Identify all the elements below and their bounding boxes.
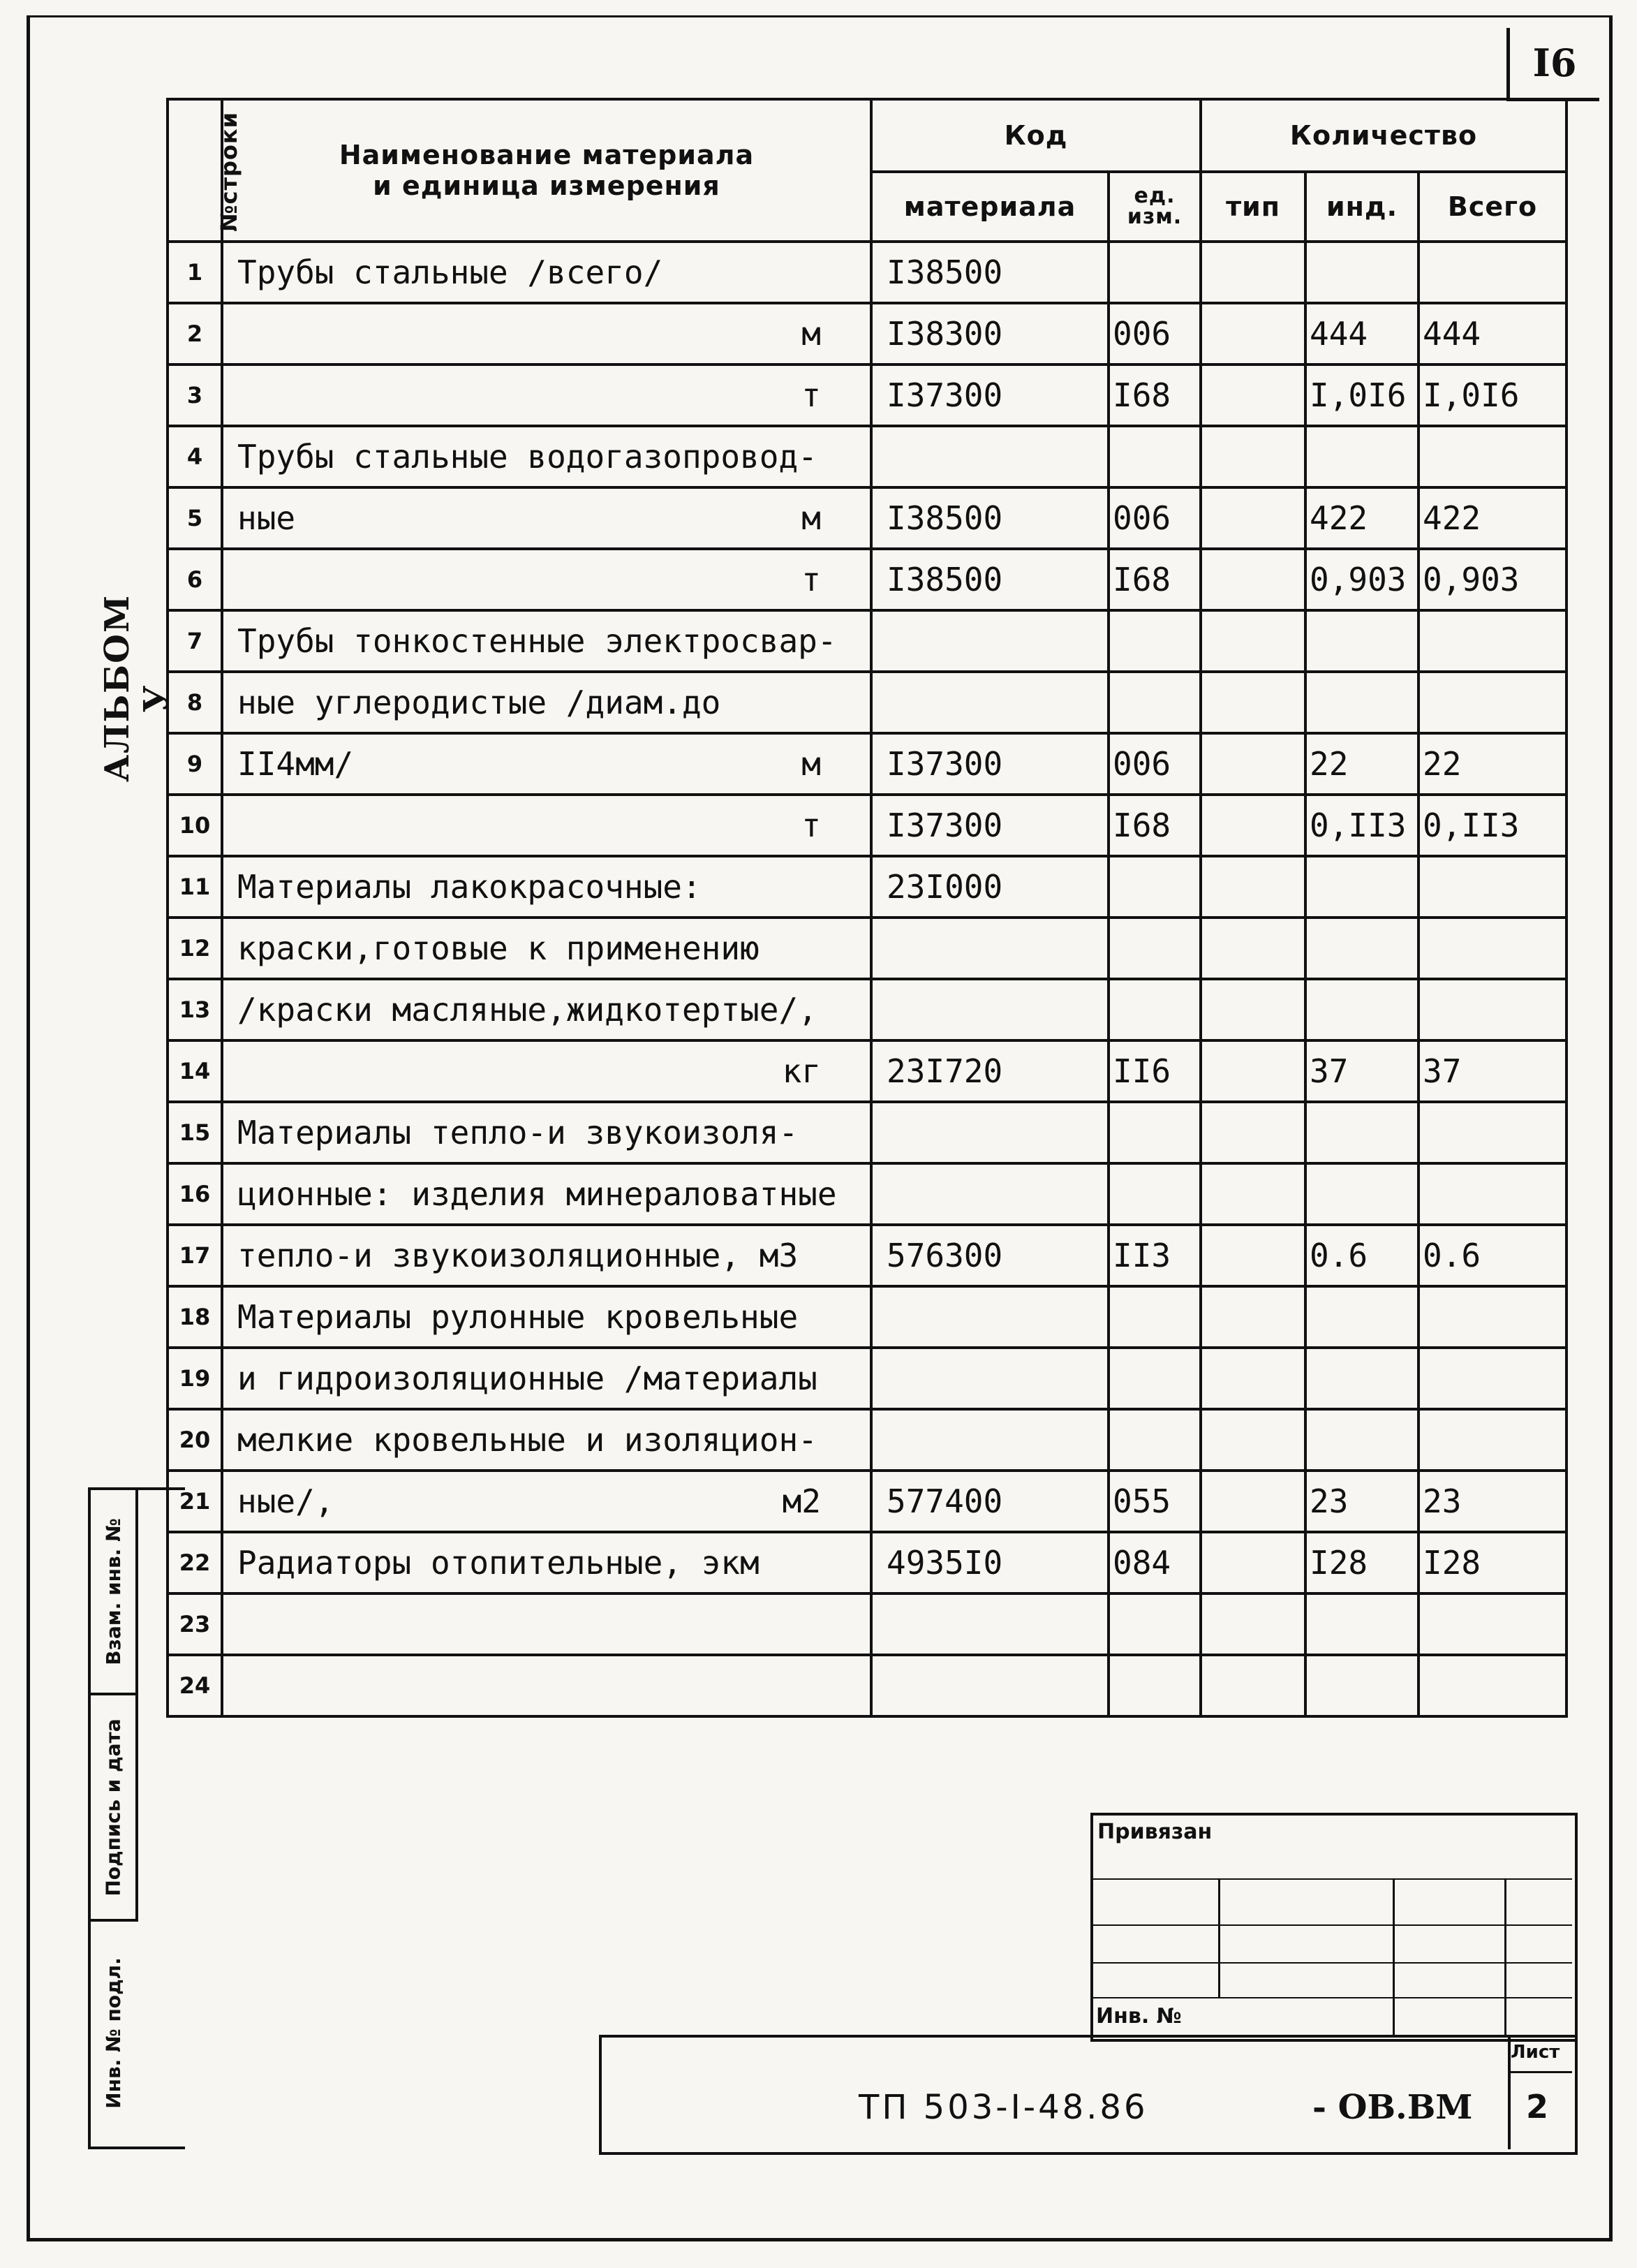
material-name-cell xyxy=(222,733,871,795)
ind-qty xyxy=(1305,1593,1419,1655)
unit-code xyxy=(1109,1655,1201,1716)
row-number: 7 xyxy=(168,610,222,672)
material-name: мелкие кровельные и изоляцион- xyxy=(237,1421,817,1459)
type-qty xyxy=(1201,610,1305,672)
material-name: Трубы тонкостенные электросвар- xyxy=(237,622,837,660)
material-code: I38500 xyxy=(871,487,1109,549)
document-suffix: - ОВ.ВМ xyxy=(1312,2088,1473,2127)
material-name: тепло-и звукоизоляционные, м3 xyxy=(237,1237,799,1274)
total-qty xyxy=(1419,1163,1566,1225)
total-qty: 444 xyxy=(1419,303,1566,364)
material-name: ные углеродистые /диам.до xyxy=(237,684,721,721)
ind-qty xyxy=(1305,1163,1419,1225)
row-number-header: №строки xyxy=(168,99,222,242)
unit-label: м xyxy=(801,315,821,353)
material-code: 23I000 xyxy=(871,856,1109,918)
material-code: I38500 xyxy=(871,549,1109,610)
podpis-label: Подпись и дата xyxy=(101,1718,125,1897)
unit-label: м xyxy=(801,499,821,537)
ind-qty xyxy=(1305,1286,1419,1348)
material-code xyxy=(871,1348,1109,1409)
total-qty xyxy=(1419,426,1566,487)
material-name-cell xyxy=(222,1102,871,1163)
type-qty xyxy=(1201,242,1305,303)
unit-label: т xyxy=(801,807,821,844)
type-qty xyxy=(1201,303,1305,364)
ind-qty xyxy=(1305,242,1419,303)
ind-qty xyxy=(1305,672,1419,733)
total-qty xyxy=(1419,1593,1566,1655)
unit-code xyxy=(1109,1102,1201,1163)
unit-code xyxy=(1109,979,1201,1040)
table-row xyxy=(168,1102,1566,1163)
material-name-cell xyxy=(222,1593,871,1655)
vzam-label: Взам. инв. № xyxy=(101,1517,125,1665)
total-qty xyxy=(1419,242,1566,303)
material-name-cell xyxy=(222,1286,871,1348)
row-number: 18 xyxy=(168,1286,222,1348)
material-name-cell xyxy=(222,1409,871,1471)
row-number: 16 xyxy=(168,1163,222,1225)
total-header: Всего xyxy=(1419,172,1566,242)
total-qty xyxy=(1419,610,1566,672)
unit-code xyxy=(1109,672,1201,733)
inv-no-label: Инв. № xyxy=(1096,2004,1182,2028)
unit-code: 084 xyxy=(1109,1532,1201,1593)
material-name-cell xyxy=(222,426,871,487)
total-qty: 22 xyxy=(1419,733,1566,795)
unit-label: т xyxy=(801,561,821,598)
unit-label: м xyxy=(801,745,821,783)
unit-code: I68 xyxy=(1109,549,1201,610)
table-row xyxy=(168,303,1566,364)
quantity-header: Количество xyxy=(1201,99,1566,172)
unit-code xyxy=(1109,918,1201,979)
material-name-cell xyxy=(222,1532,871,1593)
table-row xyxy=(168,242,1566,303)
ind-qty: I,0I6 xyxy=(1305,364,1419,426)
row-number: 9 xyxy=(168,733,222,795)
album-label: АЛЬБОМ У xyxy=(98,594,176,782)
table-row xyxy=(168,1593,1566,1655)
row-number: 23 xyxy=(168,1593,222,1655)
type-qty xyxy=(1201,856,1305,918)
code-header: Код xyxy=(871,99,1201,172)
row-number: 22 xyxy=(168,1532,222,1593)
type-qty xyxy=(1201,1040,1305,1102)
ind-qty xyxy=(1305,918,1419,979)
materials-table xyxy=(166,98,1568,1718)
material-name-cell xyxy=(222,1163,871,1225)
page-number: I6 xyxy=(1506,28,1599,101)
table-row xyxy=(168,733,1566,795)
ind-qty xyxy=(1305,1655,1419,1716)
unit-code: 055 xyxy=(1109,1471,1201,1532)
type-qty xyxy=(1201,1593,1305,1655)
table-row xyxy=(168,1163,1566,1225)
ind-qty xyxy=(1305,979,1419,1040)
ind-qty: 0.6 xyxy=(1305,1225,1419,1286)
unit-code: I68 xyxy=(1109,795,1201,856)
material-code: I38500 xyxy=(871,242,1109,303)
row-number: 6 xyxy=(168,549,222,610)
material-code xyxy=(871,610,1109,672)
table-row xyxy=(168,979,1566,1040)
material-name-cell xyxy=(222,1348,871,1409)
type-qty xyxy=(1201,795,1305,856)
table-row xyxy=(168,795,1566,856)
table-row xyxy=(168,1409,1566,1471)
name-header: Наименование материала и единица измерения xyxy=(222,99,871,242)
material-code: I37300 xyxy=(871,795,1109,856)
unit-label: м2 xyxy=(782,1482,821,1520)
total-qty xyxy=(1419,1102,1566,1163)
type-qty xyxy=(1201,979,1305,1040)
type-qty xyxy=(1201,672,1305,733)
ind-qty: 22 xyxy=(1305,733,1419,795)
row-number: 11 xyxy=(168,856,222,918)
unit-code xyxy=(1109,856,1201,918)
material-code: I37300 xyxy=(871,364,1109,426)
total-qty xyxy=(1419,672,1566,733)
ind-qty: I28 xyxy=(1305,1532,1419,1593)
table-row xyxy=(168,918,1566,979)
unit-code xyxy=(1109,1163,1201,1225)
type-qty xyxy=(1201,1471,1305,1532)
type-qty xyxy=(1201,1348,1305,1409)
material-name-cell xyxy=(222,487,871,549)
ind-qty: 23 xyxy=(1305,1471,1419,1532)
material-name-cell xyxy=(222,549,871,610)
material-code: I38300 xyxy=(871,303,1109,364)
material-name-cell xyxy=(222,610,871,672)
material-name: /краски масляные,жидкотертые/, xyxy=(237,991,817,1029)
type-qty xyxy=(1201,733,1305,795)
total-qty xyxy=(1419,1348,1566,1409)
row-number: 5 xyxy=(168,487,222,549)
total-qty xyxy=(1419,856,1566,918)
material-code: 576300 xyxy=(871,1225,1109,1286)
type-qty xyxy=(1201,426,1305,487)
row-number: 17 xyxy=(168,1225,222,1286)
document-code: ТП 503-I-48.86 xyxy=(859,2088,1148,2127)
material-name: Материалы тепло-и звукоизоля- xyxy=(237,1114,799,1151)
type-qty xyxy=(1201,1163,1305,1225)
unit-code xyxy=(1109,610,1201,672)
total-qty xyxy=(1419,1409,1566,1471)
ind-qty xyxy=(1305,610,1419,672)
material-name-cell xyxy=(222,1040,871,1102)
unit-code xyxy=(1109,1348,1201,1409)
material-code: 4935I0 xyxy=(871,1532,1109,1593)
material-code xyxy=(871,1655,1109,1716)
material-code xyxy=(871,979,1109,1040)
unit-code: 006 xyxy=(1109,303,1201,364)
row-number: 13 xyxy=(168,979,222,1040)
material-name: Материалы рулонные кровельные xyxy=(237,1298,799,1336)
total-qty: 0.6 xyxy=(1419,1225,1566,1286)
type-qty xyxy=(1201,1286,1305,1348)
total-qty: 422 xyxy=(1419,487,1566,549)
type-qty xyxy=(1201,549,1305,610)
table-row xyxy=(168,1532,1566,1593)
material-name-cell xyxy=(222,1471,871,1532)
material-name-cell xyxy=(222,303,871,364)
ind-qty: 0,II3 xyxy=(1305,795,1419,856)
unit-label: т xyxy=(801,376,821,414)
table-row xyxy=(168,856,1566,918)
row-number: 24 xyxy=(168,1655,222,1716)
material-name-cell xyxy=(222,364,871,426)
material-code xyxy=(871,918,1109,979)
privyazan-label: Привязан xyxy=(1097,1820,1213,1844)
material-name-cell xyxy=(222,856,871,918)
unit-code: 006 xyxy=(1109,487,1201,549)
total-qty xyxy=(1419,918,1566,979)
total-qty xyxy=(1419,1655,1566,1716)
material-code xyxy=(871,672,1109,733)
material-name-cell xyxy=(222,672,871,733)
row-number: 1 xyxy=(168,242,222,303)
unit-code xyxy=(1109,1593,1201,1655)
unit-code xyxy=(1109,426,1201,487)
unit-code xyxy=(1109,1409,1201,1471)
table-row xyxy=(168,1348,1566,1409)
table-row xyxy=(168,487,1566,549)
row-number: 10 xyxy=(168,795,222,856)
material-name-cell xyxy=(222,918,871,979)
unit-code: II3 xyxy=(1109,1225,1201,1286)
table-row xyxy=(168,364,1566,426)
material-code-header: материала xyxy=(871,172,1109,242)
total-qty xyxy=(1419,979,1566,1040)
total-qty: I28 xyxy=(1419,1532,1566,1593)
total-qty xyxy=(1419,1286,1566,1348)
row-number: 15 xyxy=(168,1102,222,1163)
type-qty xyxy=(1201,1655,1305,1716)
type-qty xyxy=(1201,1102,1305,1163)
material-name: ционные: изделия минераловатные xyxy=(237,1175,837,1213)
ind-qty xyxy=(1305,426,1419,487)
material-name: Трубы стальные водогазопровод- xyxy=(237,438,817,476)
ind-qty xyxy=(1305,856,1419,918)
type-header: тип xyxy=(1201,172,1305,242)
material-name-cell xyxy=(222,795,871,856)
ind-qty: 444 xyxy=(1305,303,1419,364)
unit-code xyxy=(1109,242,1201,303)
table-row xyxy=(168,426,1566,487)
type-qty xyxy=(1201,1409,1305,1471)
type-qty xyxy=(1201,918,1305,979)
row-number: 14 xyxy=(168,1040,222,1102)
material-code xyxy=(871,1102,1109,1163)
table-row xyxy=(168,1225,1566,1286)
material-name: ные/, xyxy=(237,1482,334,1520)
table-row xyxy=(168,549,1566,610)
ind-qty xyxy=(1305,1409,1419,1471)
unit-code: 006 xyxy=(1109,733,1201,795)
material-name-cell xyxy=(222,1655,871,1716)
material-name: и гидроизоляционные /материалы xyxy=(237,1360,817,1397)
table-row xyxy=(168,1471,1566,1532)
total-qty: 0,903 xyxy=(1419,549,1566,610)
unit-code: II6 xyxy=(1109,1040,1201,1102)
unit-code-header: ед. изм. xyxy=(1109,172,1201,242)
inv-podl-label: Инв. № подл. xyxy=(101,1957,125,2109)
row-number: 20 xyxy=(168,1409,222,1471)
row-number: 19 xyxy=(168,1348,222,1409)
row-number: 21 xyxy=(168,1471,222,1532)
type-qty xyxy=(1201,1225,1305,1286)
table-row xyxy=(168,1286,1566,1348)
total-qty: 0,II3 xyxy=(1419,795,1566,856)
table-row xyxy=(168,672,1566,733)
material-code xyxy=(871,1409,1109,1471)
sheet-label: Лист xyxy=(1511,2042,1560,2063)
ind-qty: 422 xyxy=(1305,487,1419,549)
material-code: 577400 xyxy=(871,1471,1109,1532)
material-name: ные xyxy=(237,499,296,537)
material-name: Материалы лакокрасочные: xyxy=(237,868,702,906)
ind-header: инд. xyxy=(1305,172,1419,242)
unit-code xyxy=(1109,1286,1201,1348)
material-name-cell xyxy=(222,242,871,303)
material-code xyxy=(871,1286,1109,1348)
unit-code: I68 xyxy=(1109,364,1201,426)
table-row xyxy=(168,610,1566,672)
material-code: 23I720 xyxy=(871,1040,1109,1102)
ind-qty xyxy=(1305,1348,1419,1409)
material-name: Трубы стальные /всего/ xyxy=(237,253,663,291)
table-row xyxy=(168,1655,1566,1716)
material-name: II4мм/ xyxy=(237,745,354,783)
row-number: 4 xyxy=(168,426,222,487)
total-qty: I,0I6 xyxy=(1419,364,1566,426)
type-qty xyxy=(1201,487,1305,549)
row-number: 3 xyxy=(168,364,222,426)
material-name-cell xyxy=(222,979,871,1040)
total-qty: 37 xyxy=(1419,1040,1566,1102)
unit-label: кг xyxy=(782,1052,821,1090)
material-name: краски,готовые к применению xyxy=(237,929,760,967)
row-number: 8 xyxy=(168,672,222,733)
total-qty: 23 xyxy=(1419,1471,1566,1532)
sheet-number: 2 xyxy=(1526,2088,1549,2126)
table-row xyxy=(168,1040,1566,1102)
type-qty xyxy=(1201,364,1305,426)
material-name-cell xyxy=(222,1225,871,1286)
material-code xyxy=(871,426,1109,487)
row-number: 2 xyxy=(168,303,222,364)
material-name: Радиаторы отопительные, экм xyxy=(237,1544,760,1582)
material-code: I37300 xyxy=(871,733,1109,795)
ind-qty: 0,903 xyxy=(1305,549,1419,610)
material-code xyxy=(871,1593,1109,1655)
material-code xyxy=(871,1163,1109,1225)
type-qty xyxy=(1201,1532,1305,1593)
row-number: 12 xyxy=(168,918,222,979)
ind-qty: 37 xyxy=(1305,1040,1419,1102)
ind-qty xyxy=(1305,1102,1419,1163)
